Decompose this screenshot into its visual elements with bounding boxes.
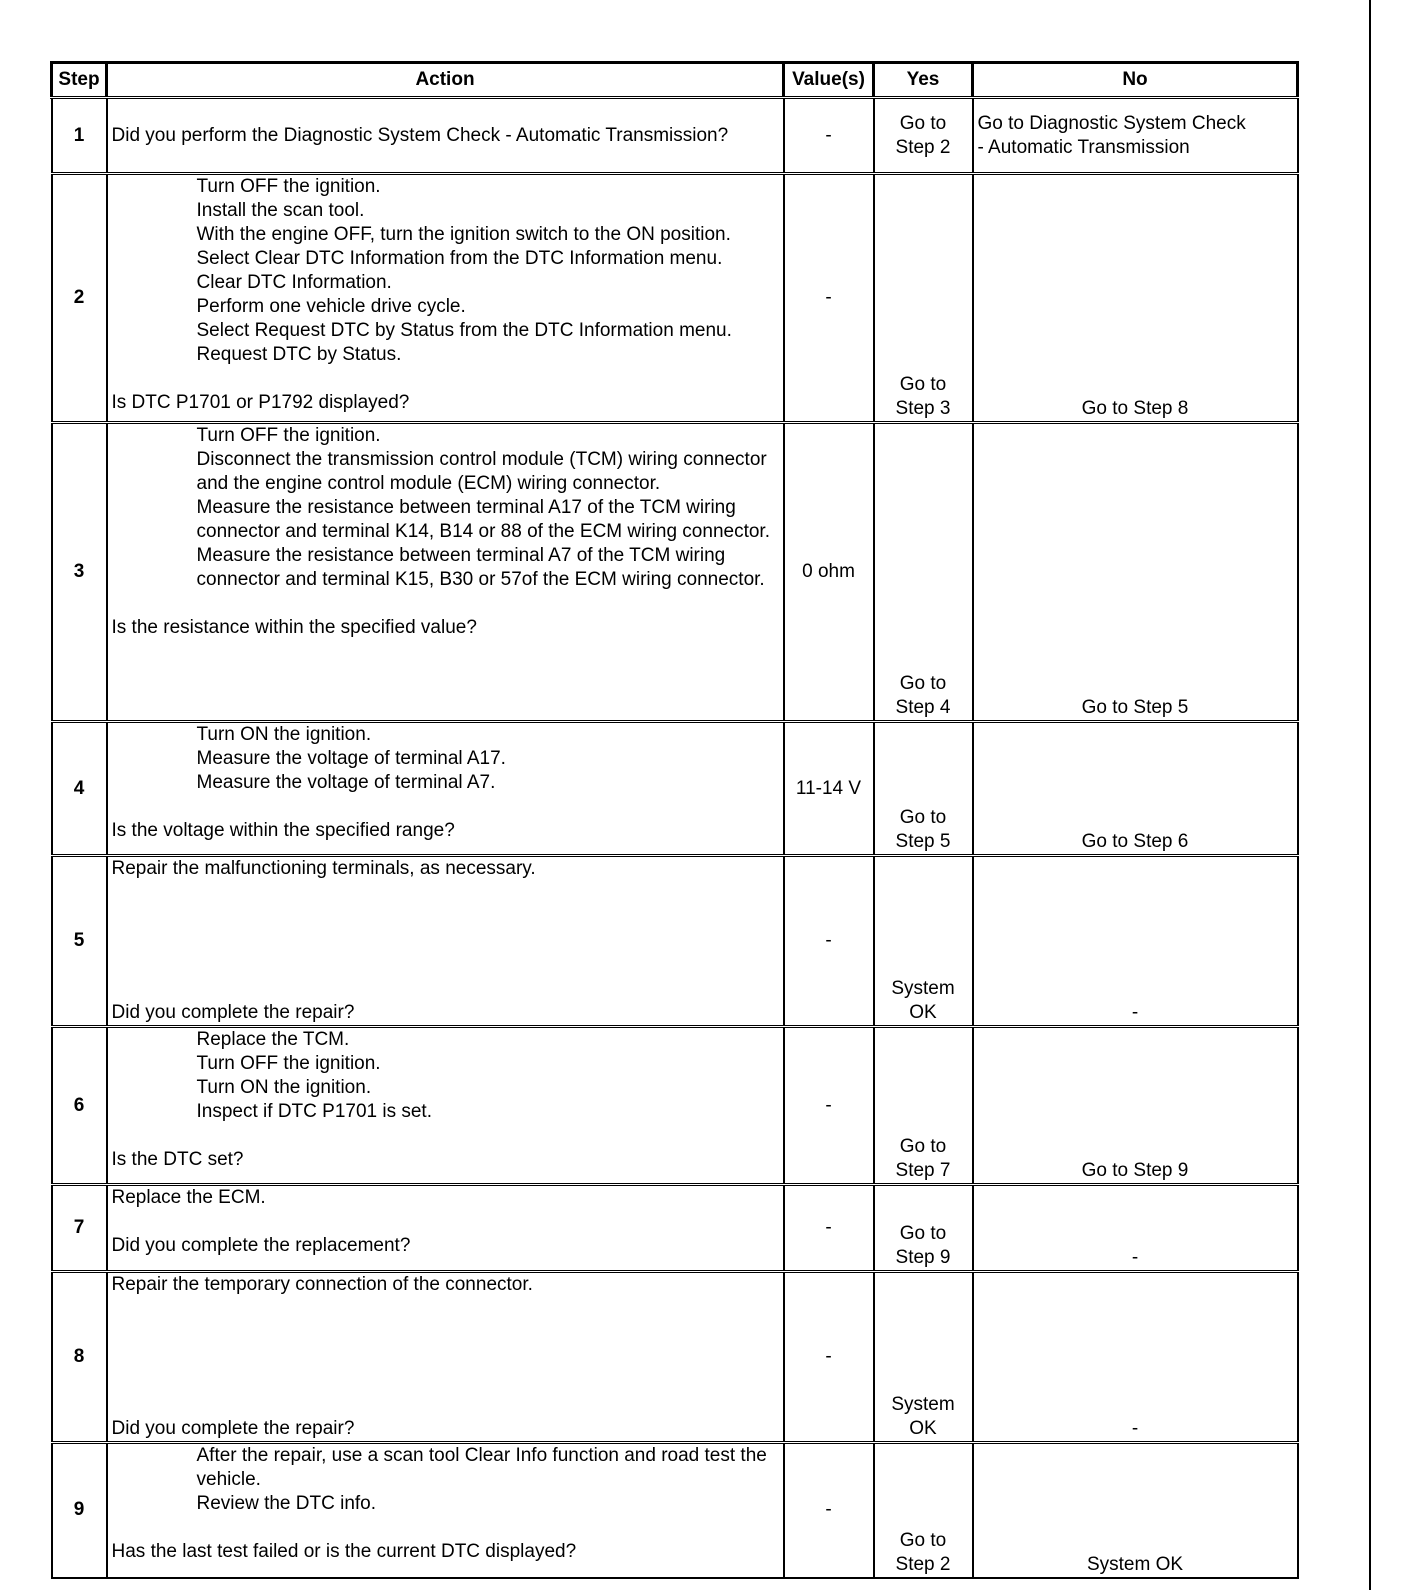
yes-cell	[874, 1185, 973, 1272]
sub-step: Measure the voltage of terminal A17.	[196, 748, 506, 769]
sub-step: Clear DTC Information.	[196, 272, 392, 293]
action-cell	[107, 174, 784, 423]
yes-line: Go to	[899, 1223, 947, 1244]
sub-step: With the engine OFF, turn the ignition switch to the ON position.	[196, 224, 731, 245]
yes-line: Go to	[899, 807, 947, 828]
step-instruction: Repair the temporary connection of the connector.	[111, 1274, 533, 1295]
no-cell: -	[973, 1185, 1298, 1272]
action-cell	[107, 722, 784, 856]
yes-line: Go to	[899, 673, 947, 694]
yes-line: System	[891, 978, 955, 999]
step-question: Is the DTC set?	[111, 1149, 244, 1170]
yes-cell	[874, 423, 973, 722]
action-cell	[107, 1185, 784, 1272]
table-row	[52, 1443, 1298, 1578]
yes-line: Step 2	[895, 1553, 951, 1575]
yes-line: OK	[909, 1002, 937, 1023]
yes-line: Step 3	[895, 398, 951, 419]
value-cell: 11-14 V	[784, 722, 874, 856]
yes-line: Step 4	[895, 697, 951, 718]
sub-step: Measure the resistance between terminal A7 of the TCM wiring connector and terminal K15, B30 or 57of the ECM wiring connector.	[196, 545, 765, 590]
step-number: 8	[52, 1272, 107, 1443]
step-instruction: Replace the ECM.	[111, 1187, 266, 1208]
header-action: Action	[107, 63, 784, 98]
step-question: Did you complete the repair?	[111, 1002, 355, 1023]
sub-step: Review the DTC info.	[196, 1493, 377, 1514]
action-cell	[107, 856, 784, 1027]
yes-cell	[874, 1027, 973, 1185]
yes-line: Step 2	[895, 136, 951, 158]
yes-line: Go to	[899, 112, 947, 134]
yes-line: Step 5	[895, 831, 951, 852]
step-number: 2	[52, 174, 107, 423]
yes-line: System	[891, 1394, 955, 1415]
yes-cell	[874, 1272, 973, 1443]
action-cell	[107, 1272, 784, 1443]
table-row	[52, 856, 1298, 1027]
yes-cell	[874, 1443, 973, 1578]
sub-step: Turn ON the ignition.	[196, 1077, 372, 1098]
table-row	[52, 98, 1298, 174]
table-row	[52, 1272, 1298, 1443]
no-cell	[973, 98, 1298, 174]
step-number: 4	[52, 722, 107, 856]
step-instruction: Repair the malfunctioning terminals, as necessary.	[111, 858, 536, 879]
yes-line: Step 9	[895, 1247, 951, 1268]
step-number: 5	[52, 856, 107, 1027]
sub-step: Inspect if DTC P1701 is set.	[196, 1101, 432, 1122]
step-question: Is the voltage within the specified range?	[111, 820, 455, 841]
yes-cell	[874, 98, 973, 174]
value-cell: -	[784, 1272, 874, 1443]
sub-step: After the repair, use a scan tool Clear Info function and road test the vehicle.	[196, 1445, 767, 1490]
sub-step: Request DTC by Status.	[196, 344, 402, 365]
yes-line: Step 7	[895, 1160, 951, 1181]
table-row	[52, 1185, 1298, 1272]
diagnostic-table	[50, 61, 1299, 1579]
sub-step: Turn OFF the ignition.	[196, 425, 381, 446]
step-number: 3	[52, 423, 107, 722]
sub-step: Turn OFF the ignition.	[196, 1053, 381, 1074]
step-question: Did you complete the replacement?	[111, 1235, 411, 1256]
table-row	[52, 174, 1298, 423]
action-cell	[107, 423, 784, 722]
yes-line: OK	[909, 1418, 937, 1439]
step-number: 6	[52, 1027, 107, 1185]
yes-cell	[874, 856, 973, 1027]
yes-cell	[874, 722, 973, 856]
sub-step: Select Clear DTC Information from the DTC Information menu.	[196, 248, 723, 269]
sub-step: Select Request DTC by Status from the DTC Information menu.	[196, 320, 732, 341]
step-question: Is the resistance within the specified value?	[111, 617, 477, 638]
no-cell: System OK	[973, 1443, 1298, 1578]
value-cell: -	[784, 856, 874, 1027]
value-cell: -	[784, 1185, 874, 1272]
table-row	[52, 423, 1298, 722]
sub-step: Turn OFF the ignition.	[196, 176, 381, 197]
sub-step: Disconnect the transmission control module (TCM) wiring connector and the engine control module (ECM) wiring connector.	[196, 449, 767, 494]
no-cell: Go to Step 8	[973, 174, 1298, 423]
sub-step: Measure the resistance between terminal A17 of the TCM wiring connector and terminal K14, B14 or 88 of the ECM wiring connector.	[196, 497, 770, 542]
action-cell	[107, 98, 784, 174]
step-number: 9	[52, 1443, 107, 1578]
no-cell: -	[973, 856, 1298, 1027]
step-number: 7	[52, 1185, 107, 1272]
sub-step: Measure the voltage of terminal A7.	[196, 772, 496, 793]
action-cell	[107, 1443, 784, 1578]
header-no: No	[973, 63, 1298, 98]
sub-step: Perform one vehicle drive cycle.	[196, 296, 466, 317]
value-cell: -	[784, 98, 874, 174]
step-question: Did you perform the Diagnostic System Check - Automatic Transmission?	[111, 124, 729, 146]
no-line: Go to Diagnostic System Check	[977, 112, 1246, 134]
step-question: Is DTC P1701 or P1792 displayed?	[111, 392, 410, 413]
no-cell: Go to Step 6	[973, 722, 1298, 856]
value-cell: -	[784, 1443, 874, 1578]
step-number: 1	[52, 98, 107, 174]
no-cell: Go to Step 5	[973, 423, 1298, 722]
value-cell: 0 ohm	[784, 423, 874, 722]
yes-cell	[874, 174, 973, 423]
sub-step: Install the scan tool.	[196, 200, 365, 221]
value-cell: -	[784, 174, 874, 423]
sub-step: Turn ON the ignition.	[196, 724, 372, 745]
yes-line: Go to	[899, 374, 947, 395]
header-step: Step	[52, 63, 107, 98]
no-line: - Automatic Transmission	[977, 136, 1190, 158]
table-row	[52, 1027, 1298, 1185]
no-cell: -	[973, 1272, 1298, 1443]
value-cell: -	[784, 1027, 874, 1185]
yes-line: Go to	[899, 1136, 947, 1157]
yes-line: Go to	[899, 1529, 947, 1551]
sub-step: Replace the TCM.	[196, 1029, 350, 1050]
no-cell: Go to Step 9	[973, 1027, 1298, 1185]
action-cell	[107, 1027, 784, 1185]
table-row	[52, 722, 1298, 856]
table-header-row	[52, 63, 1298, 98]
page-edge-rule	[1369, 0, 1371, 1590]
header-yes: Yes	[874, 63, 973, 98]
header-values: Value(s)	[784, 63, 874, 98]
step-question: Has the last test failed or is the current DTC displayed?	[111, 1541, 577, 1562]
step-question: Did you complete the repair?	[111, 1418, 355, 1439]
